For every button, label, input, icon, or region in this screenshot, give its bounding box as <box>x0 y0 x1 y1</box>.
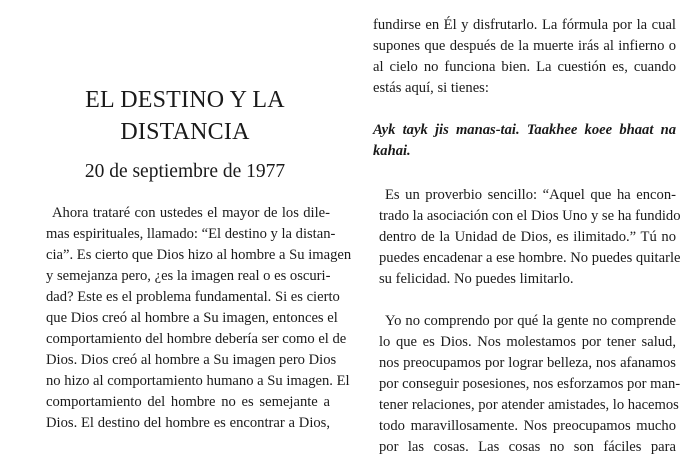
text-line: comportamiento del hombre no es semejante a <box>46 394 330 410</box>
quote-line: kahai. <box>373 143 411 159</box>
text-line: dentro de la Unidad de Dios, es ilimitado.” Tú no <box>379 229 676 245</box>
text-line: cia”. Es cierto que Dios hizo al hombre a Su imagen <box>46 247 352 263</box>
chapter-title-line-2: DISTANCIA <box>120 119 250 145</box>
right-paragraph-1 <box>373 15 676 99</box>
text-line: estás aquí, si tienes: <box>373 80 489 96</box>
text-line: tener relaciones, por atender amistades, lo hacemos <box>379 397 679 413</box>
text-line: Dios. Dios creó al hombre a Su imagen pero Dios <box>46 352 337 368</box>
text-line: todo maravillosamente. Nos preocupamos mucho <box>379 418 676 434</box>
text-line: y semejanza pero, ¿es la imagen real o es oscuri- <box>46 268 331 284</box>
quote-line: Ayk tayk jis manas-tai. Taakhee koee bhaat na <box>373 122 676 138</box>
text-line: por conseguir posesiones, nos esforzamos por man- <box>379 376 681 392</box>
text-line: nos preocupamos por lograr belleza, nos afanamos <box>379 355 676 371</box>
text-line: no hizo al comportamiento humano a Su imagen. El <box>46 373 350 389</box>
chapter-date: 20 de septiembre de 1977 <box>84 161 286 182</box>
text-line: dad? Este es el problema fundamental. Si es cierto <box>46 289 340 305</box>
text-line: Dios. El destino del hombre es encontrar a Dios, <box>46 415 330 431</box>
right-paragraph-2 <box>373 185 681 290</box>
right-paragraph-3 <box>373 311 681 458</box>
text-line: al cielo no funciona bien. La cuestión es, cuando <box>373 59 676 75</box>
text-line: Ahora trataré con ustedes el mayor de los dile- <box>52 205 330 221</box>
chapter-title-line-1: EL DESTINO Y LA <box>85 87 285 113</box>
text-line: que Dios creó al hombre a Su imagen, entonces el <box>46 310 338 326</box>
left-paragraph <box>40 203 352 434</box>
gurbani-quote <box>373 120 676 162</box>
text-line: Yo no comprendo por qué la gente no comprende <box>385 313 676 329</box>
chapter-title <box>40 84 330 148</box>
text-line: mas espirituales, llamado: “El destino y la distan- <box>46 226 336 242</box>
text-line: supones que después de la muerte irás al infierno o <box>373 38 676 54</box>
text-line: fundirse en Él y disfrutarlo. La fórmula por la cual <box>373 17 676 33</box>
text-line: comportamiento del hombre debería ser como el de <box>46 331 347 347</box>
text-line: su felicidad. No puedes limitarlo. <box>379 271 574 287</box>
text-line: trado la asociación con el Dios Uno y se ha fundido <box>379 208 681 224</box>
text-line: por las cosas. Las cosas no son fáciles para <box>379 439 676 455</box>
text-line: puedes encadenar a ese hombre. No puedes quitarle <box>379 250 681 266</box>
text-line: lo que es Dios. Nos molestamos por tener salud, <box>379 334 676 350</box>
text-line: Es un proverbio sencillo: “Aquel que ha encon- <box>385 187 676 203</box>
